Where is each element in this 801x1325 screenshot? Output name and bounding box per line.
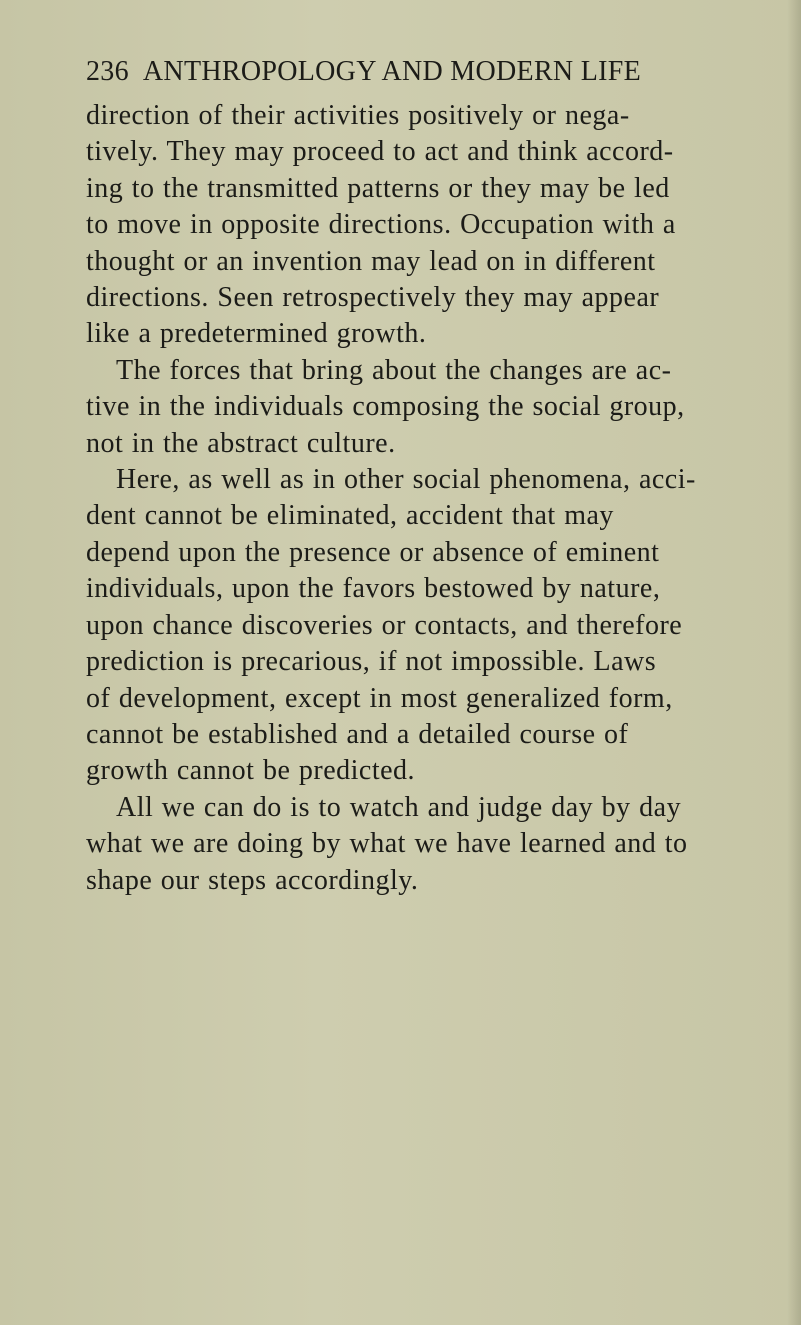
text-line: like a predetermined growth. bbox=[86, 318, 427, 350]
text-line: to move in opposite directions. Occupation with a bbox=[86, 209, 676, 241]
text-line: individuals, upon the favors bestowed by nature, bbox=[86, 573, 661, 605]
page-edge-shadow bbox=[787, 0, 801, 1325]
text-line: what we are doing by what we have learned and to bbox=[86, 828, 688, 860]
text-line: tive in the individuals composing the social group, bbox=[86, 391, 685, 423]
running-head bbox=[86, 52, 736, 92]
text-line: Here, as well as in other social phenomena, acci- bbox=[116, 464, 696, 496]
text-line: cannot be established and a detailed course of bbox=[86, 718, 629, 750]
page-number: 236 bbox=[86, 56, 129, 87]
text-line: direction of their activities positively or nega- bbox=[86, 100, 630, 131]
text-line: dent cannot be eliminated, accident that may bbox=[86, 500, 614, 532]
text-line: ing to the transmitted patterns or they may be led bbox=[86, 172, 670, 204]
text-line: thought or an invention may lead on in different bbox=[86, 245, 656, 277]
text-line: tively. They may proceed to act and think accord- bbox=[86, 136, 674, 168]
text-line: upon chance discoveries or contacts, and therefore bbox=[86, 609, 683, 641]
text-line: growth cannot be predicted. bbox=[86, 755, 416, 787]
text-line: of development, except in most generalized form, bbox=[86, 682, 673, 714]
body-text bbox=[86, 98, 746, 899]
running-title: ANTHROPOLOGY AND MODERN LIFE bbox=[142, 56, 642, 87]
text-line: depend upon the presence or absence of eminent bbox=[86, 536, 660, 568]
text-line: directions. Seen retrospectively they may appear bbox=[86, 282, 660, 314]
text-line: not in the abstract culture. bbox=[86, 427, 396, 459]
text-line: All we can do is to watch and judge day by day bbox=[116, 791, 682, 823]
text-line: The forces that bring about the changes are ac- bbox=[116, 354, 672, 386]
text-line: prediction is precarious, if not impossible. Laws bbox=[86, 646, 657, 678]
text-line: shape our steps accordingly. bbox=[86, 864, 419, 896]
